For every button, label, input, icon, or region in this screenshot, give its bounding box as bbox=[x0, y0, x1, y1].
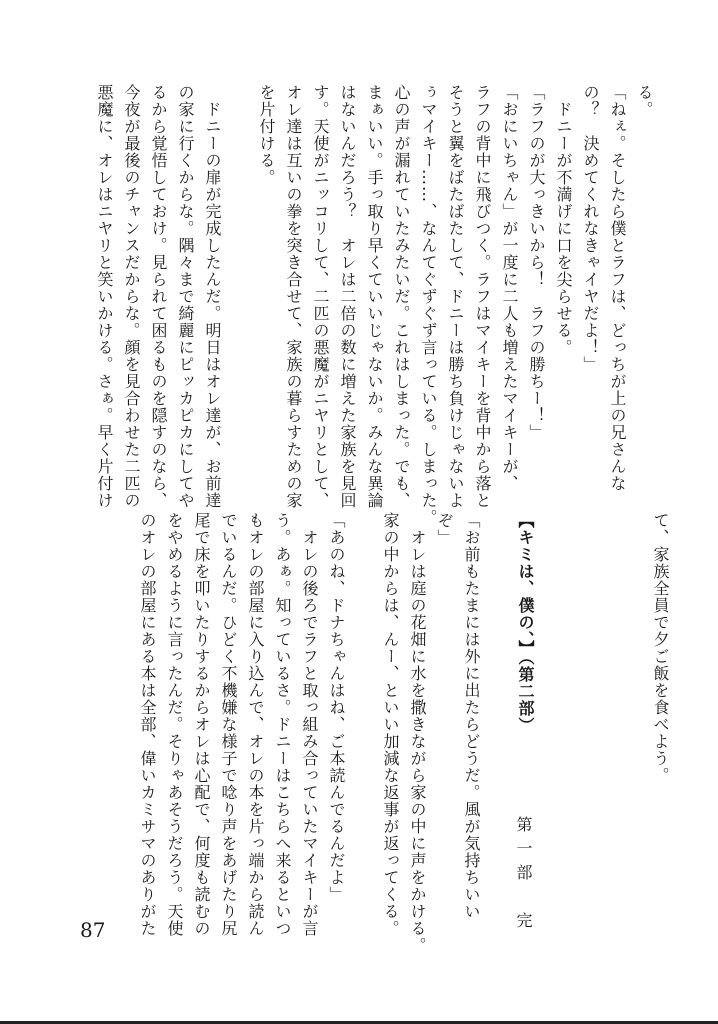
text-line: て、家族全員で夕ご飯を食べよう。 bbox=[651, 512, 670, 784]
text-line: もオレの部屋に入り込んで、オレの本を片っ端から読ん bbox=[246, 512, 265, 937]
upper-text-block bbox=[91, 84, 658, 526]
blank-line bbox=[539, 512, 566, 912]
page-number: 87 bbox=[80, 918, 106, 942]
text-line: のオレの部屋にある本は全部、偉いカミサマのありがた bbox=[138, 512, 157, 937]
text-line: ドニーが不満げに口を尖らせる。 bbox=[554, 84, 573, 356]
text-line: オレ達は互いの拳を突き合せて、家族の暮らすための家 bbox=[284, 84, 303, 509]
text-line: ぞ」 bbox=[435, 512, 454, 546]
blank-line bbox=[350, 512, 377, 912]
text-line: 尾で床を叩いたりするからオレは心配で、何度も読むの bbox=[192, 512, 211, 937]
text-line: 「あのね、ドナちゃんはね、ご本読んでるんだよ」 bbox=[327, 512, 346, 903]
text-line: はないんだろう？ オレは二倍の数に増えた家族を見回 bbox=[338, 84, 357, 509]
text-line: 悪魔に、オレはニヤリと笑いかける。さぁ。早く片付け bbox=[95, 84, 114, 509]
text-line: 「お前もたまには外に出たらどうだ。風が気持ちいい bbox=[462, 512, 481, 920]
part-one-end-marker: 第一部 完 bbox=[514, 816, 533, 936]
blank-line bbox=[485, 512, 512, 912]
text-line: るから覚悟しておけ。見られて困るものを隠すのなら、 bbox=[149, 84, 168, 509]
text-line: でいるんだ。ひどく不機嫌な様子で唸り声をあげたり尻 bbox=[219, 512, 238, 937]
lower-text-block bbox=[134, 512, 674, 954]
text-line: す。天使がニッコリして、二匹の悪魔がニヤリとして、 bbox=[311, 84, 330, 509]
text-line: をやめるように言ったんだ。そりゃあそうだろう。天使 bbox=[165, 512, 184, 937]
text-line: の家に行くからな。隅々まで綺麗にピッカピカにしてや bbox=[176, 84, 195, 509]
blank-line bbox=[566, 512, 593, 912]
section-heading: 【キミは、僕の、】（第二部） bbox=[516, 512, 535, 734]
text-line: ぅマイキー……、なんてぐずぐず言っている。しまった。 bbox=[419, 84, 438, 526]
blank-line bbox=[620, 512, 647, 912]
lower-body-text bbox=[134, 512, 674, 954]
text-line: 「ねぇ。そしたら僕とラフは、どっちが上の兄さんな bbox=[608, 84, 627, 492]
text-line: ラフの背中に飛びつく。ラフはマイキーを背中から落と bbox=[473, 84, 492, 509]
text-line: ドニーの扉が完成したんだ。明日はオレ達が、お前達 bbox=[203, 84, 222, 509]
text-line: 今夜が最後のチャンスだからな。顔を見合わせた二匹の bbox=[122, 84, 141, 509]
upper-body-text bbox=[91, 84, 658, 526]
text-line: オレは庭の花畑に水を撒きながら家の中に声をかける。 bbox=[408, 512, 427, 954]
text-line: まぁいい。手っ取り早くていいじゃないか。みんな異論 bbox=[365, 84, 384, 509]
text-line: の？ 決めてくれなきゃイヤだよ！」 bbox=[581, 84, 600, 373]
text-line: 「おにいちゃん」が一度に二人も増えたマイキーが、 bbox=[500, 84, 519, 492]
text-line: オレの後ろでラフと取っ組み合っていたマイキーが言 bbox=[300, 512, 319, 937]
text-line: そうと翼をばたばたして、ドニーは勝ち負けじゃないよ bbox=[446, 84, 465, 509]
text-line: 心の声が漏れていたみたいだ。これはしまった。でも、 bbox=[392, 84, 411, 509]
blank-line bbox=[226, 84, 253, 486]
text-line: 「ラフのが大っきいから！ ラフの勝ちー！」 bbox=[527, 84, 546, 441]
text-line: る。 bbox=[635, 84, 654, 118]
text-line: う。あぁ。知っているさ。ドニーはこちらへ来るといつ bbox=[273, 512, 292, 937]
blank-line bbox=[593, 512, 620, 912]
text-line: 家の中からは、んー、といい加減な返事が返ってくる。 bbox=[381, 512, 400, 937]
text-line: を片付ける。 bbox=[257, 84, 276, 186]
